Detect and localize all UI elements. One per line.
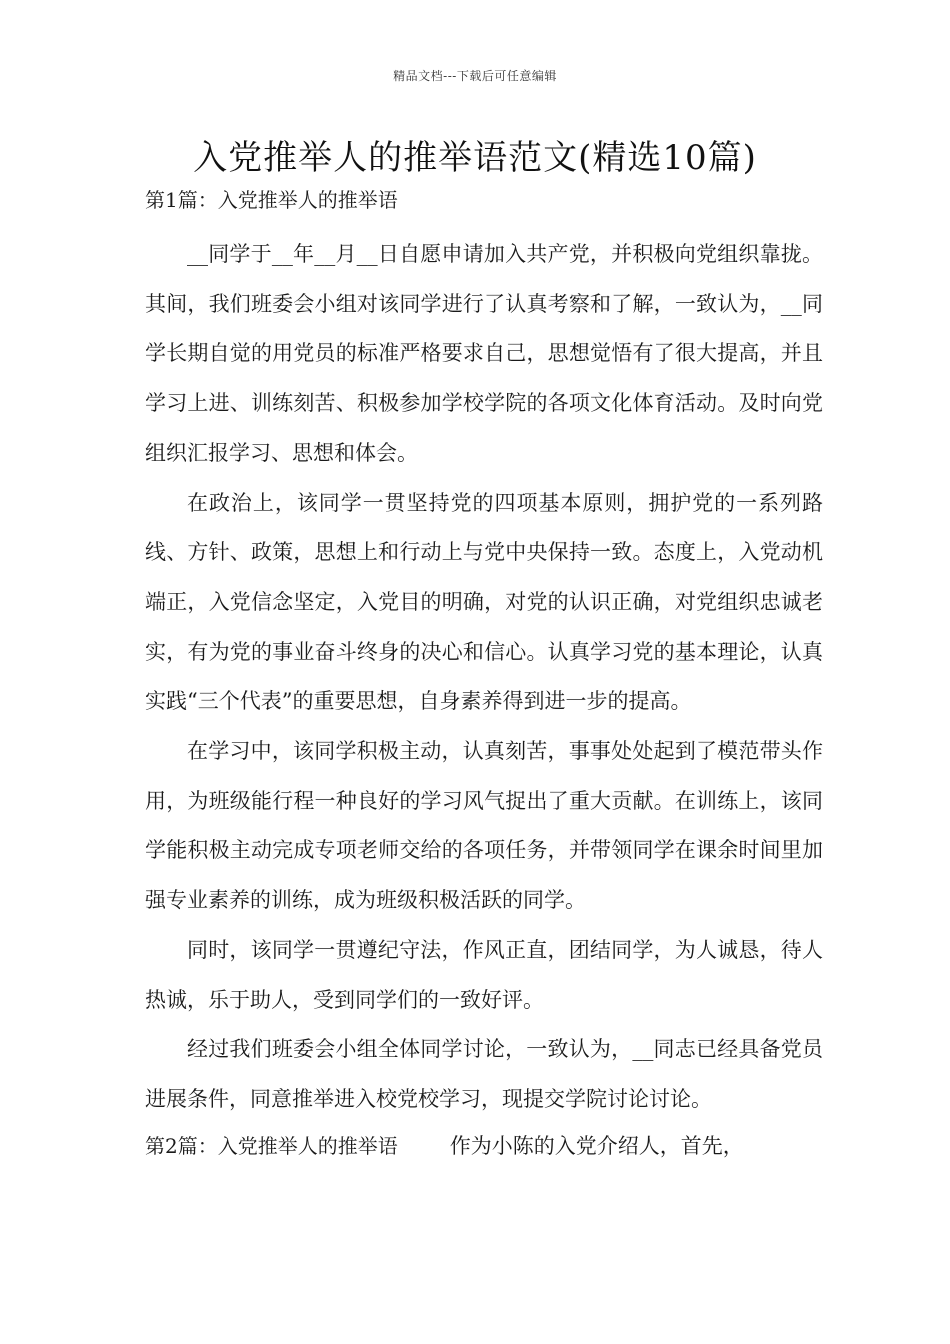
- paragraph-2: 在政治上，该同学一贯坚持党的四项基本原则，拥护党的一系列路线、方针、政策，思想上和行动上与党中央保持一致。态度上，入党动机端正，入党信念坚定，入党目的明确，对党的认识正确，对党组织忠诚老实，有为党的事业奋斗终身的决心和信心。认真学习党的基本理论，认真实践“三个代表”的重要思想，自身素养得到进一步的提高。: [145, 490, 823, 714]
- paragraph-1: __同学于__年__月__日自愿申请加入共产党，并积极向党组织靠拢。其间，我们班委会小组对该同学进行了认真考察和了解，一致认为，__同学长期自觉的用党员的标准严格要求自己，思想觉悟有了很大提高，并且学习上进、训练刻苦、积极参加学校学院的各项文化体育活动。及时向党组织汇报学习、思想和体会。: [145, 242, 823, 465]
- page-header: 精品文档---下载后可任意编辑: [393, 69, 557, 83]
- document-body: [145, 183, 823, 1163]
- paragraph-5: 经过我们班委会小组全体同学讨论，一致认为，__同志已经具备党员进展条件，同意推举进入校党校学习，现提交学院讨论讨论。: [145, 1037, 823, 1111]
- paragraph-3: 在学习中，该同学积极主动，认真刻苦，事事处处起到了模范带头作用，为班级能行程一种良好的学习风气捉出了重大贡献。在训练上，该同学能积极主动完成专项老师交给的各项任务，并带领同学在课余时间里加强专业素养的训练，成为班级积极活跃的同学。: [145, 739, 823, 913]
- paragraph-4: 同时，该同学一贯遵纪守法，作风正直，团结同学，为人诚恳，待人热诚，乐于助人，受到同学们的一致好评。: [145, 937, 823, 1012]
- section-2-heading-line: [145, 1129, 823, 1163]
- section-2-heading: 第2篇：入党推举人的推举语: [145, 1133, 398, 1158]
- section-1-heading: 第1篇：入党推举人的推举语: [145, 188, 398, 212]
- document-title: 入党推举人的推举语范文(精选10篇): [193, 138, 757, 178]
- section-2-intro: 作为小陈的入党介绍人，首先，: [449, 1133, 744, 1158]
